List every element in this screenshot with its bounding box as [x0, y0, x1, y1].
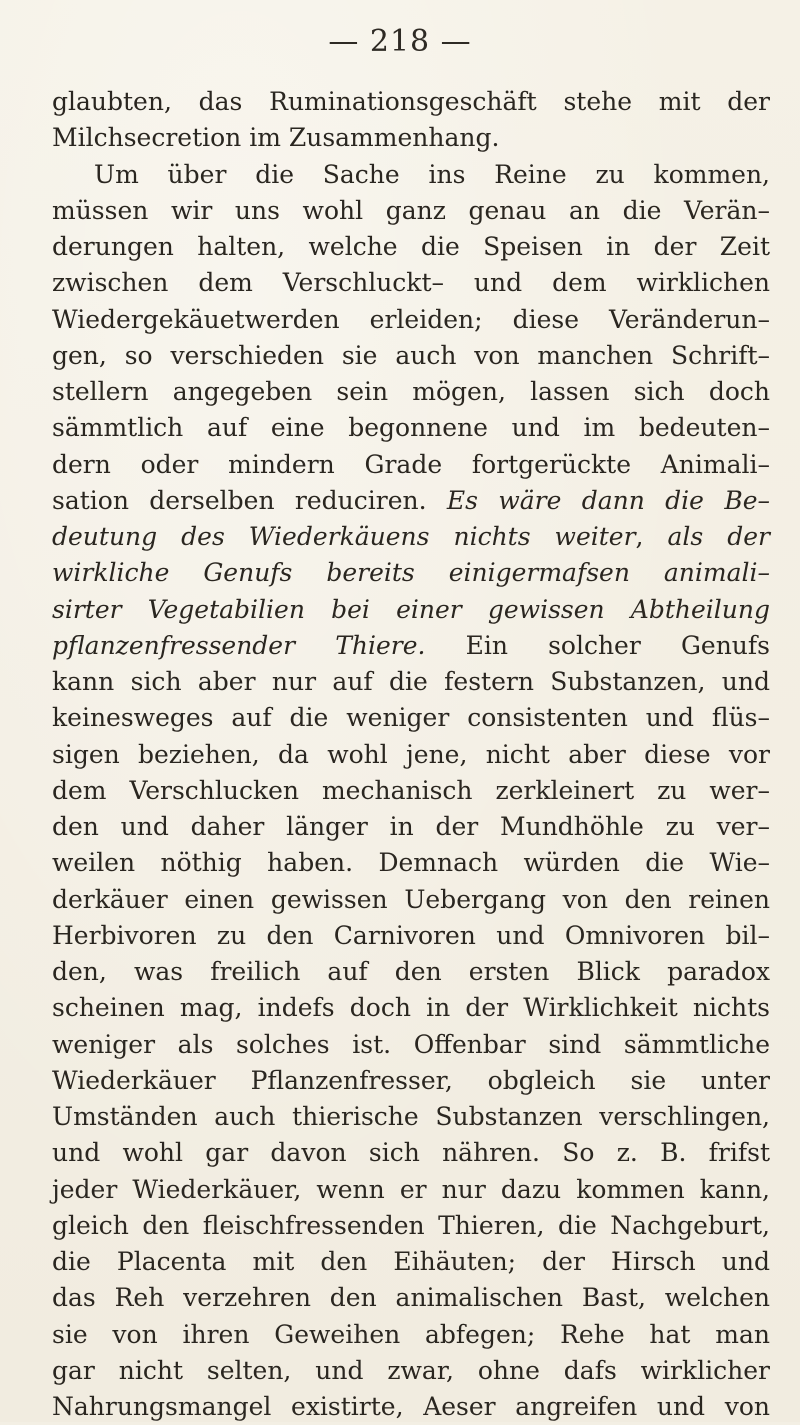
text-segment: sie von ihren Geweihen abfegen; Rehe hat man [52, 1319, 770, 1349]
text-line [52, 1208, 770, 1244]
text-segment: den und daher länger in der Mundhöhle zu ver– [52, 812, 770, 841]
text-line [52, 447, 770, 483]
text-line [52, 664, 770, 700]
text-segment: kann sich aber nur auf die festern Substanzen, und [52, 667, 770, 696]
text-line [52, 265, 770, 301]
italic-text: pflanzenfressender Thiere. [52, 630, 426, 660]
body-text [52, 84, 770, 1425]
text-line [52, 157, 770, 193]
text-line [52, 1280, 770, 1316]
italic-text: sirter Vegetabilien bei einer gewissen Abtheilung [52, 594, 770, 624]
text-segment: gar nicht selten, und zwar, ohne dafs wirklicher [52, 1355, 770, 1385]
text-segment: sigen beziehen, da wohl jene, nicht aber diese vor [52, 739, 770, 769]
text-segment: zwischen dem Verschluckt– und dem wirklichen [52, 268, 770, 298]
text-line [52, 229, 770, 265]
text-segment: das Reh verzehren den animalischen Bast, welchen [52, 1283, 770, 1313]
page-number: — 218 — [328, 24, 472, 59]
text-segment: sämmtlich auf eine begonnene und im bedeuten– [52, 413, 770, 443]
text-line [52, 990, 770, 1026]
text-line [52, 700, 770, 736]
text-line [52, 1135, 770, 1171]
text-segment: gen, so verschieden sie auch von manchen Schrift– [52, 340, 770, 370]
text-line [52, 845, 770, 881]
text-line [52, 1027, 770, 1063]
text-segment: Milchsecretion im Zusammenhang. [52, 123, 500, 153]
text-line [52, 1389, 770, 1425]
text-segment: weniger als solches ist. Offenbar sind sämmtliche [52, 1029, 770, 1059]
text-line [52, 809, 770, 845]
text-segment: derungen halten, welche die Speisen in der Zeit [52, 232, 770, 261]
text-segment: Ein solcher Genufs [425, 630, 770, 660]
text-segment: sation derselben reduciren. [52, 485, 447, 515]
text-line [52, 1099, 770, 1135]
italic-text: Es wäre dann die Be– [446, 485, 770, 515]
text-line [52, 483, 770, 519]
text-line [52, 1244, 770, 1280]
italic-text: als der [667, 522, 770, 551]
text-segment: und wohl gar davon sich nähren. So z. B. frifst [52, 1138, 770, 1168]
text-segment: stellern angegeben sein mögen, lassen sich doch [52, 377, 770, 406]
text-line [52, 628, 770, 664]
text-segment: Wiederkäuer Pflanzenfresser, obgleich sie unter [52, 1065, 770, 1095]
text-segment: dern oder mindern Grade fortgerückte Animali– [52, 449, 770, 479]
text-line [52, 410, 770, 446]
text-line [52, 882, 770, 918]
italic-text: wirkliche Genufs bereits einigermafsen animali– [52, 558, 770, 588]
text-segment: gleich den fleischfressenden Thieren, die Nachgeburt, [52, 1210, 770, 1240]
text-segment: Umständen auch thierische Substanzen verschlingen, [52, 1102, 770, 1131]
text-segment: Herbivoren zu den Carnivoren und Omnivoren bil– [52, 920, 770, 950]
text-segment: , [635, 522, 668, 551]
italic-text: deutung des Wiederkäuens nichts weiter [52, 522, 636, 551]
text-line [52, 1172, 770, 1208]
text-line [52, 1353, 770, 1389]
text-segment: glaubten, das Ruminationsgeschäft stehe mit der [52, 87, 770, 116]
text-line [52, 592, 770, 628]
text-line [52, 954, 770, 990]
text-segment: müssen wir uns wohl ganz genau an die Verän– [52, 195, 770, 225]
text-line [52, 84, 770, 120]
text-segment: die Placenta mit den Eihäuten; der Hirsch und [52, 1247, 770, 1276]
text-line [52, 120, 770, 156]
text-segment: keinesweges auf die weniger consistenten und flüs– [52, 703, 770, 733]
text-line [52, 519, 770, 555]
text-line [52, 918, 770, 954]
text-line [52, 338, 770, 374]
text-segment: Nahrungsmangel existirte, Aeser angreifen und von [52, 1392, 770, 1421]
text-segment: den, was freilich auf den ersten Blick paradox [52, 957, 770, 986]
text-line [52, 193, 770, 229]
text-segment: jeder Wiederkäuer, wenn er nur dazu kommen kann, [52, 1174, 770, 1204]
text-segment: derkäuer einen gewissen Uebergang von den reinen [52, 884, 770, 914]
text-line [52, 1063, 770, 1099]
text-line [52, 374, 770, 410]
text-line [52, 1317, 770, 1353]
text-line [52, 737, 770, 773]
text-segment: Um über die Sache ins Reine zu kommen, [94, 159, 770, 189]
text-segment: weilen nöthig haben. Demnach würden die Wie– [52, 848, 770, 878]
text-line [52, 302, 770, 338]
text-segment: Wiedergekäuetwerden erleiden; diese Veränderun– [52, 304, 770, 334]
text-segment: scheinen mag, indefs doch in der Wirklichkeit nichts [52, 993, 770, 1023]
text-line [52, 555, 770, 591]
text-line [52, 773, 770, 809]
text-segment: dem Verschlucken mechanisch zerkleinert zu wer– [52, 775, 770, 805]
